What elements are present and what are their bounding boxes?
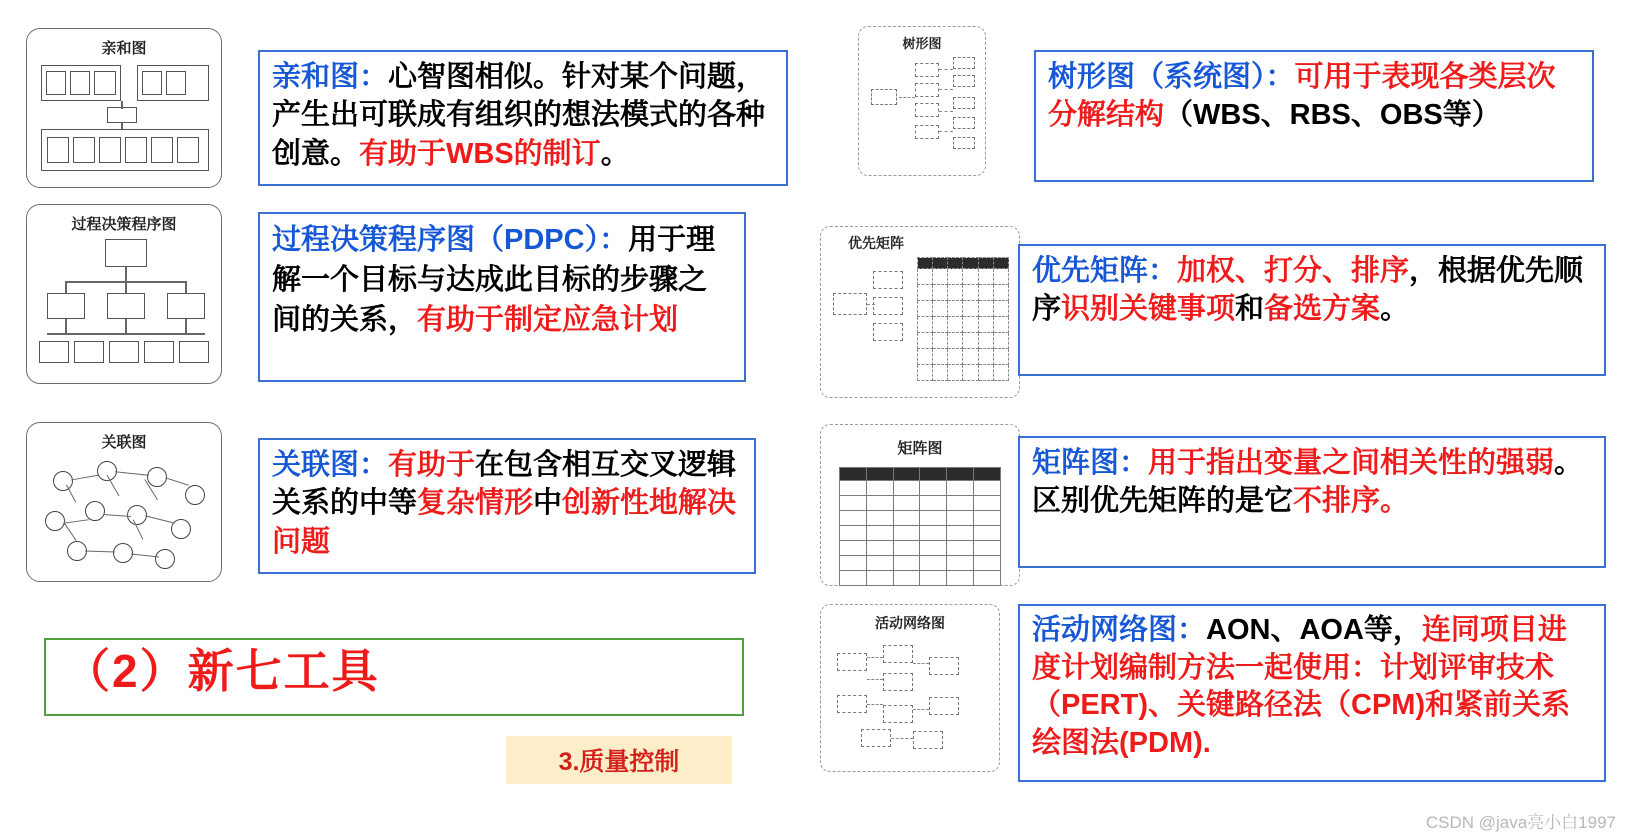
shape: [46, 71, 66, 95]
matrix-grid: [839, 467, 1001, 586]
textbox-affinity-diagram: [258, 50, 788, 186]
text-segment: 有助于: [388, 449, 476, 481]
node: [185, 485, 205, 505]
connector: [913, 709, 929, 710]
connector: [121, 123, 123, 129]
text-segment: 树形图（系统图）：: [1048, 61, 1295, 93]
shape: [883, 673, 913, 691]
shape: [883, 705, 913, 723]
text-segment: 不排序。: [1293, 485, 1410, 518]
shape: [953, 57, 975, 69]
connector: [66, 484, 76, 502]
shape: [913, 731, 943, 749]
text-segment: 。区别优先矩阵的是它: [1032, 447, 1584, 518]
text-segment: 关联图：: [272, 449, 389, 481]
text-segment: ，根据优先顺序: [1032, 255, 1584, 326]
illustration-title-affinity: 亲和图: [101, 40, 147, 57]
shape: [873, 323, 903, 341]
illustration-title-matrix: 矩阵图: [897, 440, 943, 457]
illustration-title-activity-network: 活动网络图: [875, 615, 945, 631]
text-segment: 亲和图：: [272, 61, 389, 93]
connector: [185, 319, 187, 333]
shape: [107, 293, 145, 319]
shape: [873, 297, 903, 315]
textbox-pdpc: [258, 212, 746, 382]
textbox-matrix-diagram: [1018, 436, 1606, 568]
shape: [47, 293, 85, 319]
illustration-title-pdpc: 过程决策程序图: [71, 216, 177, 233]
text-segment: 有助于制定应急计划: [417, 304, 679, 337]
text-segment: 识别关键事项: [1061, 293, 1236, 326]
illustration-activity-network-diagram: [820, 604, 1000, 772]
connector: [185, 281, 187, 293]
text-segment: 。: [600, 137, 630, 170]
illustration-title-interrelationship: 关联图: [101, 434, 147, 451]
shape: [39, 341, 69, 363]
shape: [99, 137, 121, 163]
shape: [142, 71, 162, 95]
shape: [177, 137, 199, 163]
section-heading-label: （2）新七工具: [64, 645, 380, 697]
shape: [837, 695, 867, 713]
shape: [861, 729, 891, 747]
illustration-matrix-diagram: [820, 424, 1020, 586]
connector: [891, 738, 913, 739]
text-segment: 可用于表现各类层次分解结构: [1048, 61, 1556, 132]
shape: [953, 117, 975, 129]
text-segment: AON、AOA等，: [1206, 614, 1422, 646]
textbox-tree-diagram: [1034, 50, 1594, 182]
shape: [74, 341, 104, 363]
shape: [873, 271, 903, 289]
connector: [125, 281, 127, 293]
watermark: CSDN @java亮小白1997: [1425, 813, 1616, 832]
text-segment: 优先矩阵：: [1032, 255, 1178, 287]
textbox-activity-network-diagram: [1018, 604, 1606, 782]
connector: [899, 97, 915, 98]
connector: [63, 519, 89, 524]
shape: [953, 75, 975, 87]
shape: [144, 341, 174, 363]
connector: [65, 281, 67, 293]
text-segment: 加权、打分、排序: [1177, 255, 1410, 287]
illustration-pdpc: [26, 204, 222, 384]
shape: [167, 293, 205, 319]
shape: [915, 103, 939, 117]
text-segment: 备选方案: [1264, 293, 1381, 326]
connector: [85, 550, 115, 552]
illustration-tree-diagram: [858, 26, 986, 176]
connector: [913, 663, 929, 664]
text-segment: 中: [533, 487, 563, 520]
text-segment: 过程决策程序图（PDPC）：: [272, 224, 629, 256]
shape: [94, 71, 116, 95]
text-segment: 用于理解一个目标与达成此目标的步骤之间的关系，: [272, 224, 716, 337]
illustration-prioritization-matrix: [820, 226, 1020, 398]
text-segment: 连同项目进度计划编制方法一起使用：计划评审技术（PERT)、关键路径法（CPM)和紧前关系绘图法(PDM).: [1032, 614, 1571, 760]
shape: [73, 137, 95, 163]
illustration-affinity-diagram: [26, 28, 222, 188]
illustration-title-tree: 树形图: [902, 36, 942, 51]
shape: [179, 341, 209, 363]
shape: [833, 293, 867, 315]
textbox-interrelationship-digraph: [258, 438, 756, 574]
shape: [883, 645, 913, 663]
connector: [165, 477, 188, 486]
connector: [867, 657, 883, 658]
shape: [871, 89, 897, 105]
text-segment: 有助于WBS的制订: [359, 137, 601, 170]
connector: [867, 704, 883, 705]
connector: [867, 304, 875, 305]
text-segment: 矩阵图：: [1032, 447, 1149, 479]
section-heading-box: [44, 638, 744, 716]
connector: [939, 89, 953, 90]
connector: [63, 522, 76, 541]
node: [147, 467, 167, 487]
connector: [939, 111, 953, 112]
shape: [953, 97, 975, 109]
node: [45, 511, 65, 531]
shape: [47, 137, 69, 163]
shape: [915, 63, 939, 77]
text-segment: 用于指出变量之间相关性的强弱: [1148, 447, 1555, 479]
status-chip-label: 3.质量控制: [558, 748, 680, 776]
text-segment: 。: [1380, 293, 1410, 326]
shape: [929, 657, 959, 675]
text-segment: 心智图相似。针对某个问题，产生出可联成有组织的想法模式的各种创意。: [272, 61, 766, 170]
connector: [125, 319, 127, 333]
shape: [70, 71, 90, 95]
textbox-prioritization-matrix: [1018, 244, 1606, 376]
matrix-grid: [917, 257, 1009, 381]
shape: [105, 239, 147, 267]
connector: [867, 679, 883, 680]
text-segment: 和: [1235, 293, 1265, 326]
connector: [939, 131, 953, 132]
shape: [915, 125, 939, 139]
node: [85, 501, 105, 521]
connector: [71, 475, 99, 481]
text-segment: 创新性地解决问题: [272, 487, 737, 558]
illustration-title-prioritization: 优先矩阵: [848, 235, 904, 251]
node: [113, 543, 133, 563]
shape: [953, 137, 975, 149]
shape: [151, 137, 173, 163]
node: [53, 471, 73, 491]
shape: [109, 341, 139, 363]
connector: [65, 319, 67, 333]
connector: [47, 333, 205, 335]
text-segment: 活动网络图：: [1032, 614, 1207, 646]
status-chip-quality-control: [506, 736, 732, 784]
connector: [121, 101, 123, 109]
shape: [915, 83, 939, 97]
shape: [837, 653, 867, 671]
connector: [939, 69, 953, 70]
text-segment: （WBS、RBS、OBS等）: [1164, 99, 1501, 132]
shape: [125, 137, 147, 163]
shape: [166, 71, 186, 95]
illustration-interrelationship-digraph: [26, 422, 222, 582]
connector: [115, 471, 149, 476]
connector: [145, 515, 174, 523]
text-segment: 在包含相互交叉逻辑关系的中等: [272, 449, 737, 520]
shape: [107, 107, 137, 123]
node: [155, 549, 175, 569]
connector: [125, 267, 127, 281]
text-segment: 复杂情形: [417, 487, 534, 520]
shape: [929, 697, 959, 715]
